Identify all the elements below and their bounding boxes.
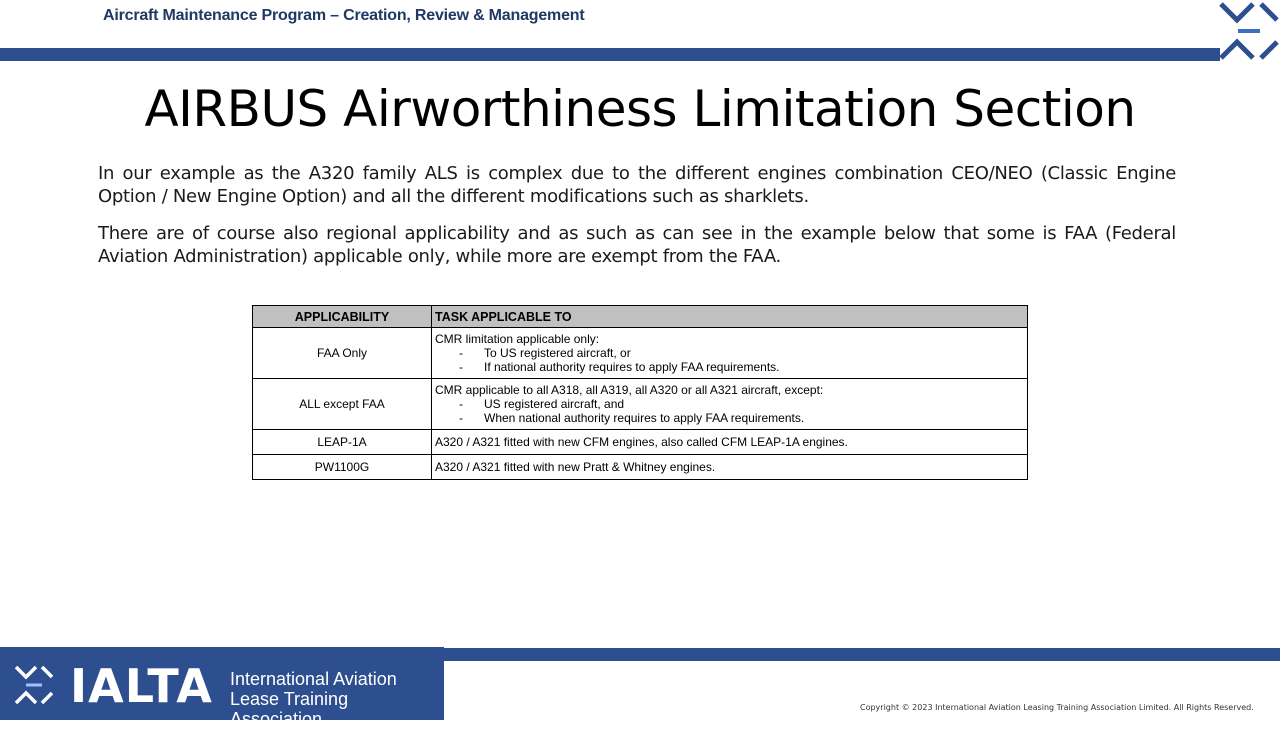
table-row [253,455,1028,480]
task-text: CMR applicable to all A318, all A319, all A320 or all A321 aircraft, except: [435,383,824,397]
bullet-marker: - [459,397,463,411]
bullet-text: If national authority requires to apply FAA requirements. [484,360,780,374]
copyright-notice: Copyright © 2023 International Aviation Leasing Training Association Limited. All Rights Reserved. [860,703,1254,712]
table-row [253,328,1028,379]
table-row [253,379,1028,430]
table-row [253,430,1028,455]
bullet-text: US registered aircraft, and [484,397,625,411]
task-cell: A320 / A321 fitted with new CFM engines, also called CFM LEAP-1A engines. [432,430,1028,455]
list-item [435,360,1024,374]
footer-logo-block [0,647,444,729]
bullet-marker: - [459,411,463,425]
applicability-cell: PW1100G [253,455,432,480]
bullet-text: When national authority requires to apply FAA requirements. [484,411,805,425]
column-header-task: TASK APPLICABLE TO [432,306,1028,328]
brand-wordmark: IALTA [70,659,213,713]
applicability-cell: FAA Only [253,328,432,379]
list-item [435,411,1024,425]
list-item [435,397,1024,411]
task-cell [432,328,1028,379]
bullet-marker: - [459,360,463,374]
organization-name-line-1: International Aviation [230,669,397,689]
slide-title: AIRBUS Airworthiness Limitation Section [144,80,1136,138]
paragraph-1: In our example as the A320 family ALS is complex due to the different engines combination CEO/NEO (Classic Engine Option / New Engine Option) and all the different modifications such as sharklets. [98,163,1176,207]
bullet-marker: - [459,346,463,360]
applicability-cell: ALL except FAA [253,379,432,430]
organization-name-line-2: Lease Training Association [230,689,349,729]
task-text: CMR limitation applicable only: [435,332,600,346]
list-item [435,346,1024,360]
header-title: Aircraft Maintenance Program – Creation, Review & Management [103,7,585,24]
task-cell: A320 / A321 fitted with new Pratt & Whitney engines. [432,455,1028,480]
applicability-table [252,305,1028,480]
organization-name [230,669,444,729]
ialta-mark-icon [1218,0,1280,62]
applicability-cell: LEAP-1A [253,430,432,455]
paragraph-2: There are of course also regional applicability and as such as can see in the example below that some is FAA (Federal Aviation Administration) applicable only, while more are exempt from the FAA. [98,223,1176,267]
bullet-text: To US registered aircraft, or [484,346,631,360]
task-cell [432,379,1028,430]
top-band [0,48,1220,61]
bottom-band [444,648,1280,661]
table-header-row [253,306,1028,328]
ialta-mark-icon [14,664,58,706]
column-header-applicability: APPLICABILITY [253,306,432,328]
